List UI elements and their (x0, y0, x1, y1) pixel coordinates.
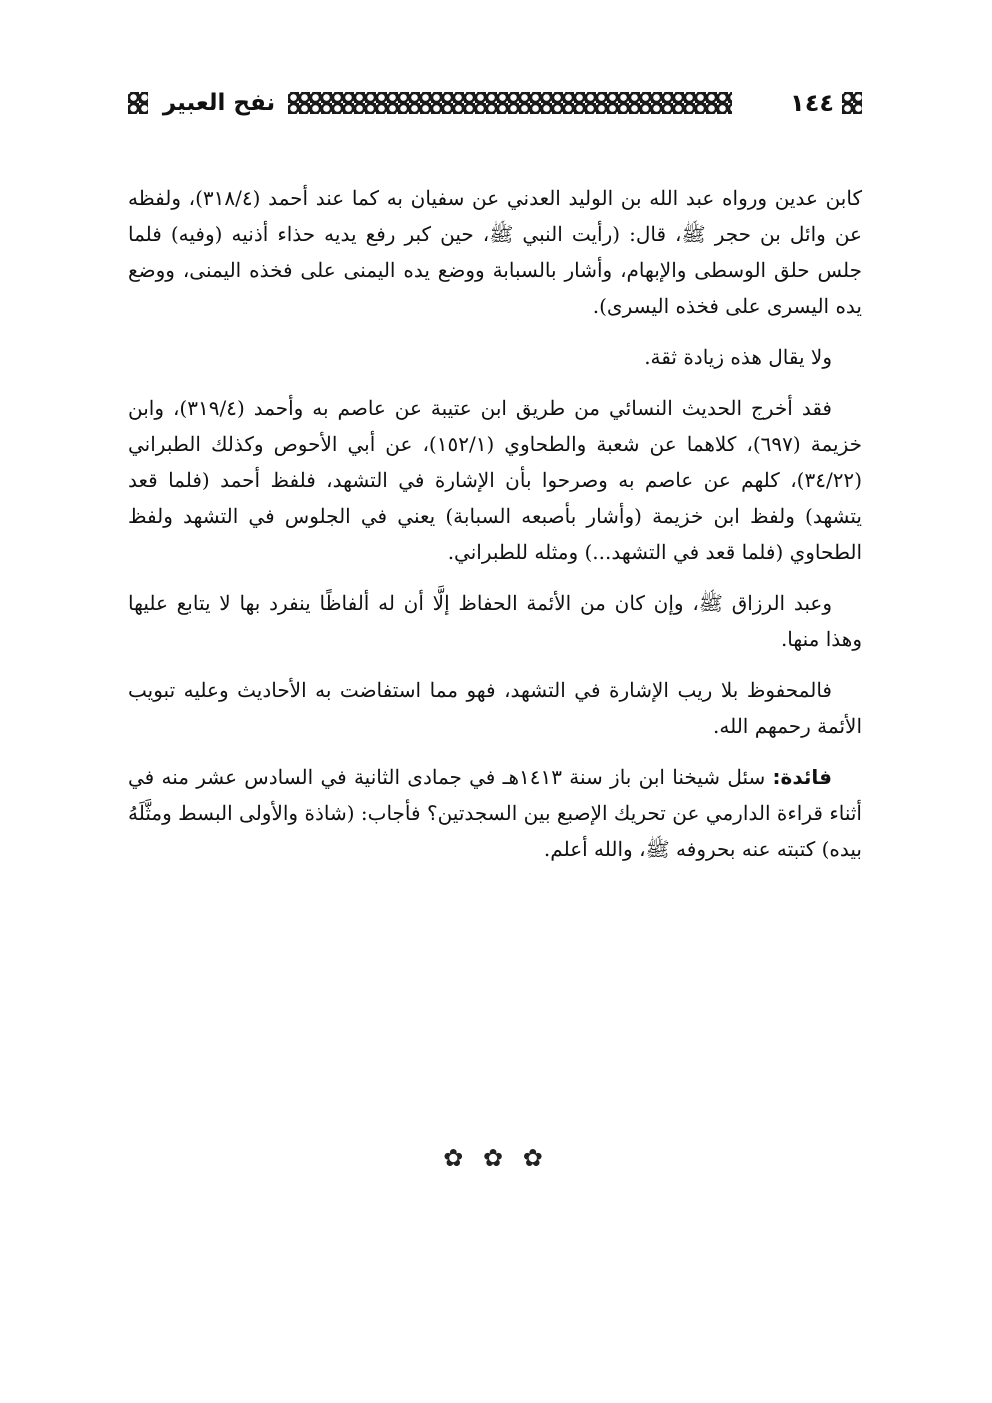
flower-ornament-icon: ✿ (522, 1144, 549, 1172)
page-number: ١٤٤ (790, 89, 834, 117)
header-ornament-band (288, 92, 732, 114)
book-title: نفح العبير (162, 90, 276, 116)
paragraph: كابن عدين ورواه عبد الله بن الوليد العدني عن سفيان به كما عند أحمد (٣١٨/٤)، ولفظه عن وائل بن حجر ﷺ، قال: (رأيت النبي ﷺ، حين كبر رفع يديه حذاء أذنيه (وفيه) فلما جلس حلق الوسطى والإبهام، وأشار بالسبابة ووضع يده اليمنى على فخذه اليمنى، ووضع يده اليسرى على فخذه اليسرى). (128, 186, 862, 318)
paragraph: ولا يقال هذه زيادة ثقة. (644, 345, 832, 369)
paragraph: فقد أخرج الحديث النسائي من طريق ابن عتيبة عن عاصم به وأحمد (٣١٩/٤)، وابن خزيمة (٦٩٧)، كلاهما عن شعبة والطحاوي (١٥٢/١)، عن أبي الأحوص وكذلك الطبراني (٣٤/٢٢)، كلهم عن عاصم به وصرحوا بأن الإشارة في التشهد، فلفظ أحمد (فلما قعد يتشهد) ولفظ ابن خزيمة (وأشار بأصبعه السبابة) يعني في الجلوس في التشهد ولفظ الطحاوي (فلما قعد في التشهد...) ومثله للطبراني. (128, 396, 862, 564)
benefit-label: فائدة: (772, 765, 833, 789)
paragraph: وعبد الرزاق ﷺ، وإن كان من الأئمة الحفاظ إلَّا أن له ألفاظًا ينفرد بها لا يتابع عليها وهذا منها. (128, 591, 862, 651)
benefit-text: سئل شيخنا ابن باز سنة ١٤١٣هـ في جمادى الثانية في السادس عشر منه في أثناء قراءة الدارمي عن تحريك الإصبع بين السجدتين؟ فأجاب: (شاذة والأولى البسط ومثَّلَهُ بيده) كتبته عنه بحروفه ﷺ، والله أعلم. (128, 765, 862, 861)
page-body (128, 180, 862, 882)
section-end-ornament (0, 1144, 992, 1172)
header-ornament-right (842, 92, 862, 114)
flower-ornament-icon: ✿ (482, 1144, 510, 1172)
benefit-paragraph (128, 759, 862, 867)
page-header (128, 86, 862, 120)
flower-ornament-icon: ✿ (443, 1144, 470, 1172)
paragraph: فالمحفوظ بلا ريب الإشارة في التشهد، فهو مما استفاضت به الأحاديث وعليه تبويب الأئمة رحمهم الله. (128, 678, 862, 738)
header-ornament-left (128, 92, 148, 114)
